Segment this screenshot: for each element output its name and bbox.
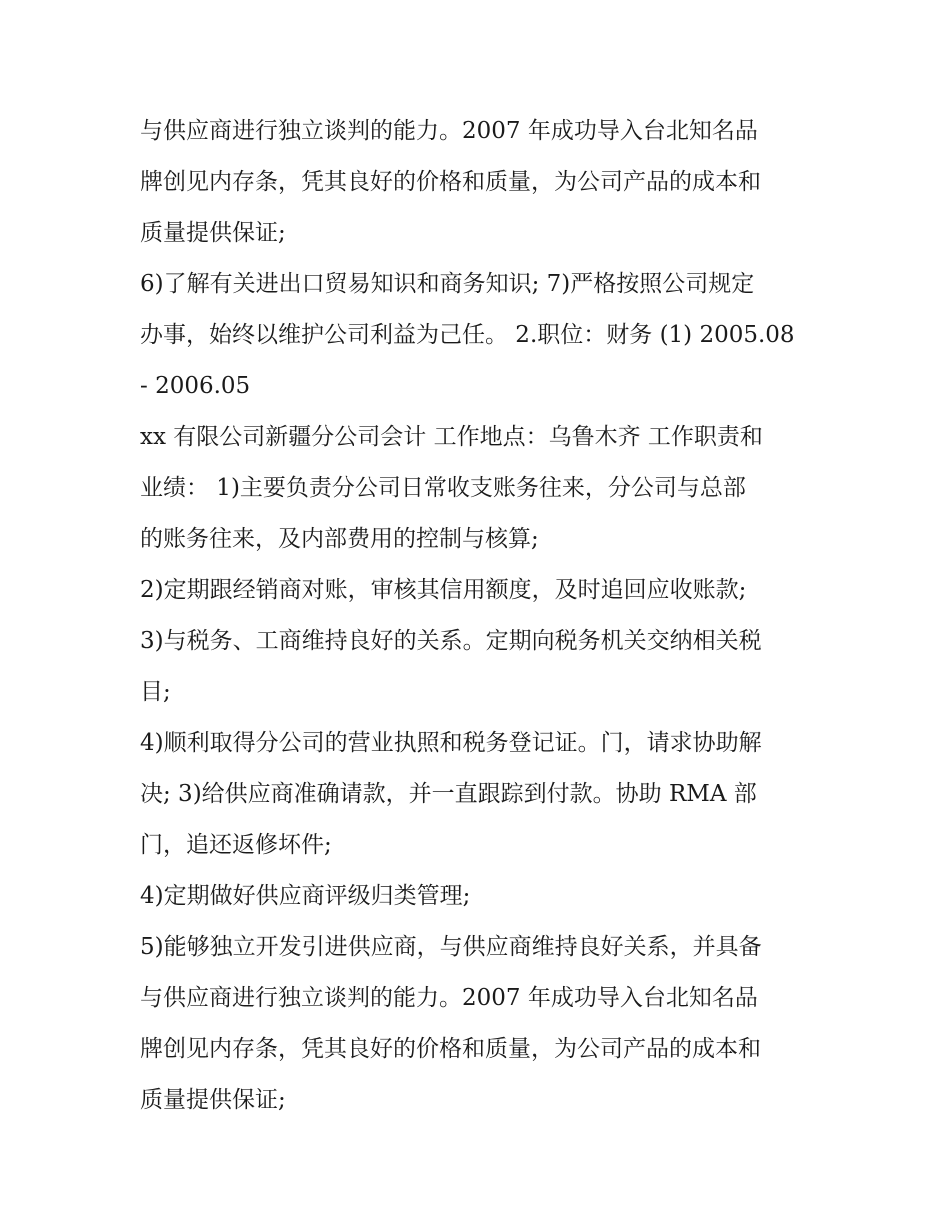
text-line: 4)定期做好供应商评级归类管理; — [140, 883, 471, 909]
text-line: 与供应商进行独立谈判的能力。2007 年成功导入台北知名品 — [140, 985, 758, 1011]
text-line: 目; — [140, 679, 171, 705]
text-line: 5)能够独立开发引进供应商，与供应商维持良好关系，并具备 — [140, 934, 762, 960]
text-line: 牌创见内存条，凭其良好的价格和质量，为公司产品的成本和 — [140, 169, 761, 195]
text-line: 4)顺利取得分公司的营业执照和税务登记证。门，请求协助解 — [140, 730, 762, 756]
text-line: 牌创见内存条，凭其良好的价格和质量，为公司产品的成本和 — [140, 1036, 761, 1062]
text-line: 办事，始终以维护公司利益为己任。 2.职位：财务 (1) 2005.08 — [140, 322, 795, 348]
text-line: 业绩： 1)主要负责分公司日常收支账务往来，分公司与总部 — [140, 475, 746, 501]
text-line: 2)定期跟经销商对账，审核其信用额度，及时追回应收账款; — [140, 577, 747, 603]
text-line: 3)与税务、工商维持良好的关系。定期向税务机关交纳相关税 — [140, 628, 762, 654]
text-line: 门，追还返修坏件; — [140, 832, 332, 858]
text-line: - 2006.05 — [140, 373, 251, 399]
text-line: 6)了解有关进出口贸易知识和商务知识; 7)严格按照公司规定 — [140, 271, 755, 297]
text-line: 的账务往来，及内部费用的控制与核算; — [140, 526, 539, 552]
text-line: 质量提供保证; — [140, 1087, 286, 1113]
text-line: 决; 3)给供应商准确请款，并一直跟踪到付款。协助 RMA 部 — [140, 781, 757, 807]
text-line: 质量提供保证; — [140, 220, 286, 246]
text-line: 与供应商进行独立谈判的能力。2007 年成功导入台北知名品 — [140, 118, 758, 144]
document-body — [140, 106, 820, 1126]
text-line: xx 有限公司新疆分公司会计 工作地点：乌鲁木齐 工作职责和 — [140, 424, 763, 450]
